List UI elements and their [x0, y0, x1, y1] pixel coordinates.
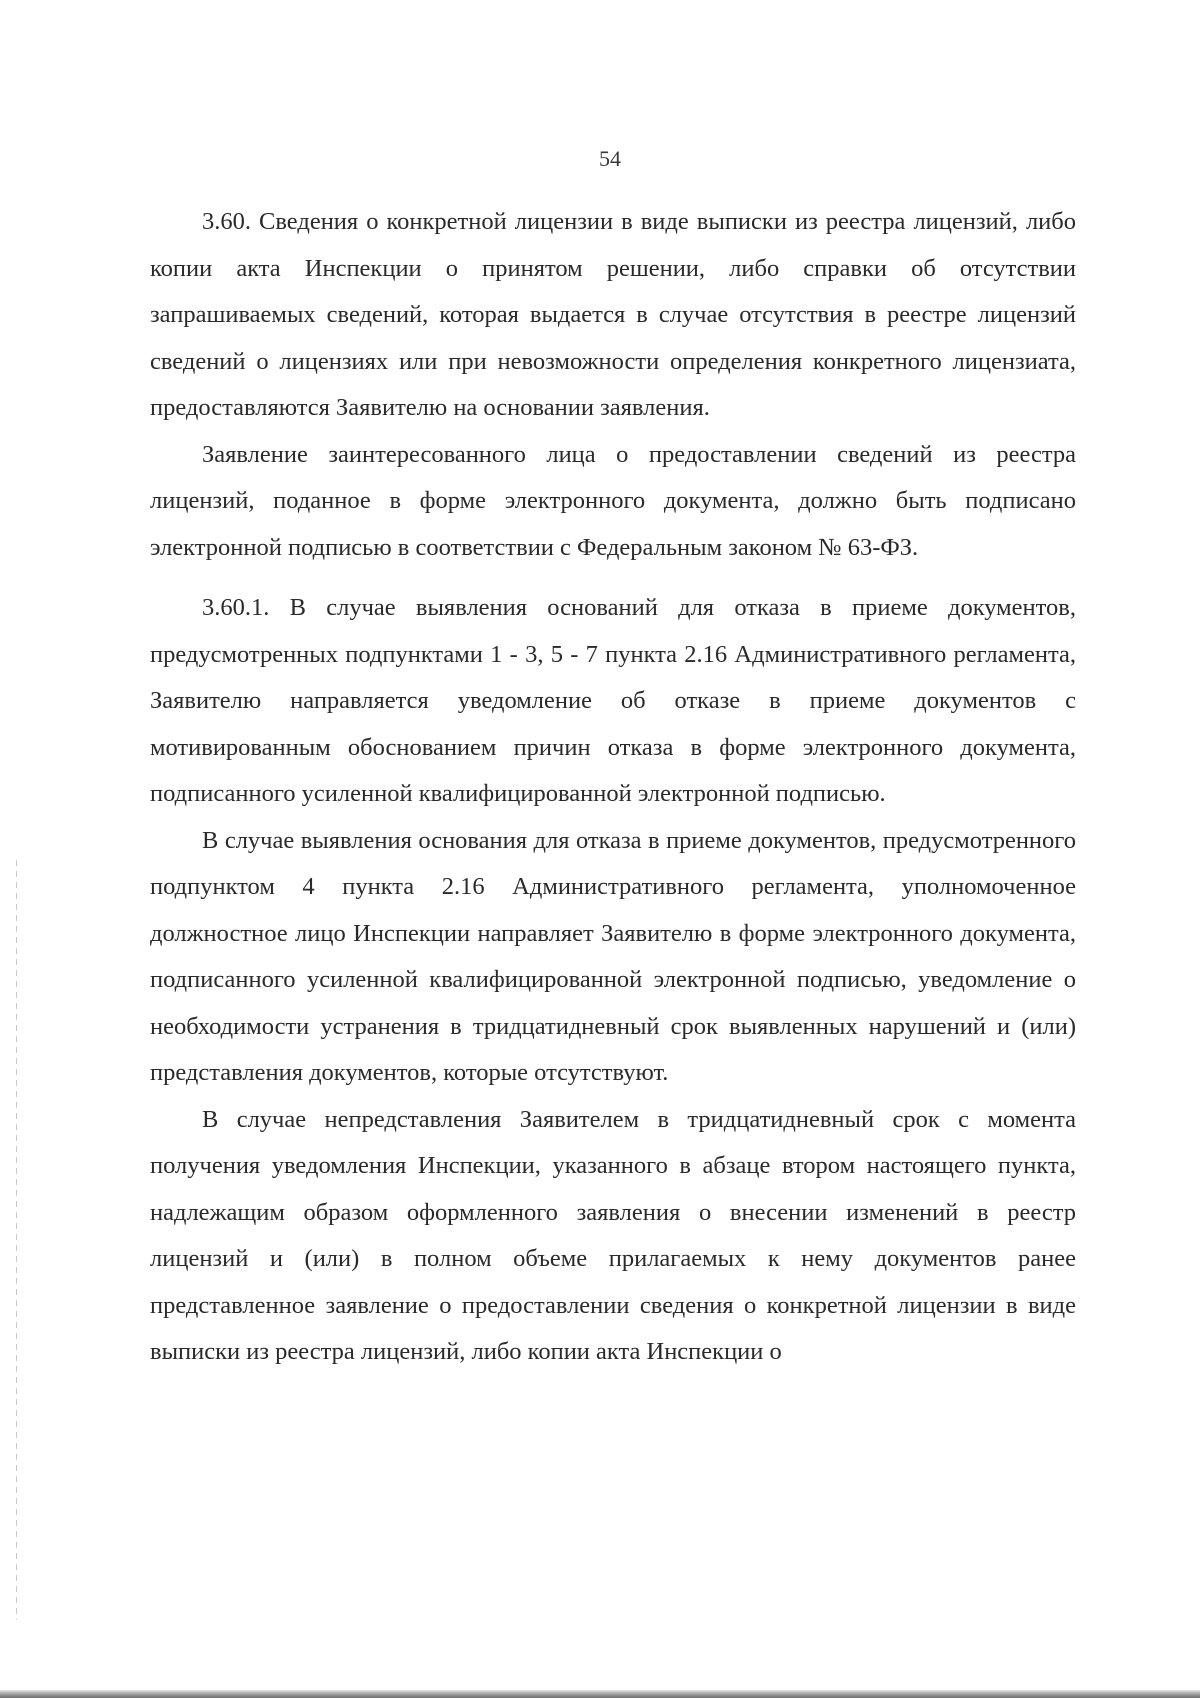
paragraph-refusal-ground-4: В случае выявления основания для отказа в приеме документов, предусмотренного подпунктом 4 пункта 2.16 Административного регламента, уполномоченное должностное лицо Инспекции направляет Заявителю в форме электронного документа, подписанного усиленной квалифицированной электронной подписью, уведомление о необходимости устранения в тридцатидневный срок выявленных нарушений и (или) представления документов, которые отсутствуют.	[150, 826, 1076, 1086]
paragraph-3-60-1: 3.60.1. В случае выявления оснований для отказа в приеме документов, предусмотренных подпунктами 1 - 3, 5 - 7 пункта 2.16 Административного регламента, Заявителю направляется уведомление об отказе в приеме документов с мотивированным обоснованием причин отказа в форме электронного документа, подписанного усиленной квалифицированной электронной подписью.	[150, 594, 1076, 807]
paragraph-3-60: 3.60. Сведения о конкретной лицензии в виде выписки из реестра лицензий, либо копии акта Инспекции о принятом решении, либо справки об отсутствии запрашиваемых сведений, которая выдается в случае отсутствия в реестре лицензий сведений о лицензиях или при невозможности определения конкретного лицензиата, предоставляются Заявителю на основании заявления.	[150, 208, 1076, 421]
page-number: 54	[599, 146, 621, 171]
scan-edge-left	[16, 860, 17, 1620]
document-body	[150, 199, 1076, 1376]
paragraph-non-submission: В случае непредставления Заявителем в тридцатидневный срок с момента получения уведомления Инспекции, указанного в абзаце втором настоящего пункта, надлежащим образом оформленного заявления о внесении изменений в реестр лицензий и (или) в полном объеме прилагаемых к нему документов ранее представленное заявление о предоставлении сведения о конкретной лицензии в виде выписки из реестра лицензий, либо копии акта Инспекции о	[150, 1105, 1076, 1365]
scan-edge-bottom	[0, 1690, 1200, 1698]
paragraph-application-signature: Заявление заинтересованного лица о предоставлении сведений из реестра лицензий, поданное в форме электронного документа, должно быть подписано электронной подписью в соответствии с Федеральным законом № 63-ФЗ.	[150, 440, 1076, 561]
